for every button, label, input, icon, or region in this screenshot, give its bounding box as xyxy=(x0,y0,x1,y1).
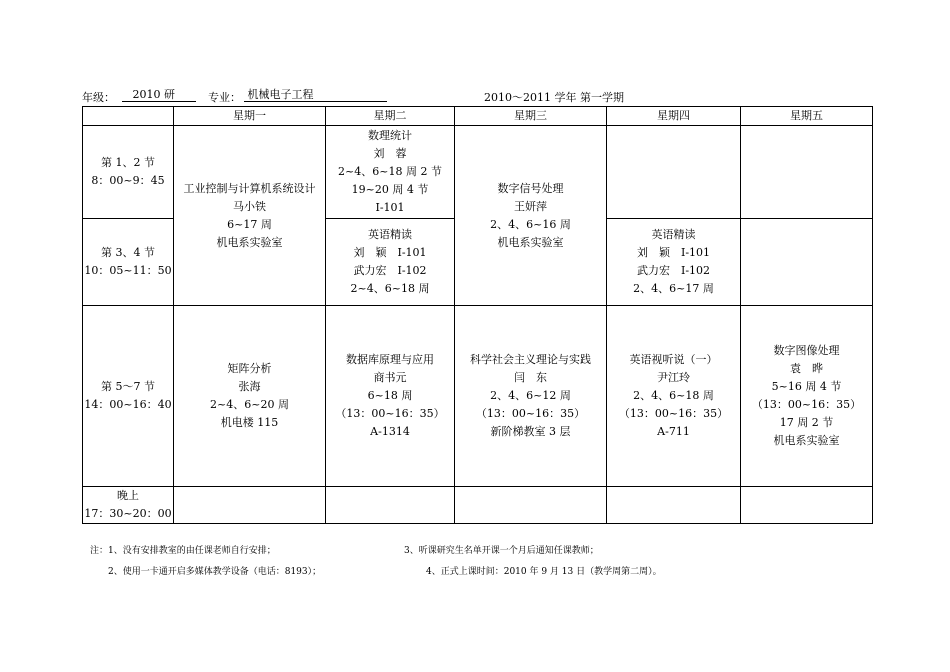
course-fri-afternoon: 数字图像处理 袁 晔 5~16 周 4 节 （13：00~16：35） 17 周 2 节 机电系实验室 xyxy=(741,306,873,487)
period-label-evening: 晚上 17：30~20：00 xyxy=(83,487,174,524)
schedule-header xyxy=(82,89,872,107)
course-tue-1-2: 数理统计 刘 蓉 2~4、6~18 周 2 节 19~20 周 4 节 Ⅰ-101 xyxy=(326,126,455,219)
day-header-wed: 星期三 xyxy=(455,107,607,126)
day-header-row xyxy=(83,107,873,126)
term: 第一学期 xyxy=(580,91,624,104)
period-row-5-7 xyxy=(83,306,873,487)
schedule-table xyxy=(82,106,873,524)
course-tue-afternoon: 数据库原理与应用 商书元 6~18 周 （13：00~16：35） A-1314 xyxy=(326,306,455,487)
empty-fri-1-2 xyxy=(741,126,873,219)
day-header-mon: 星期一 xyxy=(174,107,326,126)
empty-wed-evening xyxy=(455,487,607,524)
academic-year: 2010～2011 学年 xyxy=(484,91,577,104)
empty-thu-evening xyxy=(607,487,741,524)
course-thu-afternoon: 英语视听说（一） 尹江玲 2、4、6~18 周 （13：00~16：35） A-711 xyxy=(607,306,741,487)
empty-thu-1-2 xyxy=(607,126,741,219)
empty-mon-evening xyxy=(174,487,326,524)
period-label-3-4: 第 3、4 节 10：05~11：50 xyxy=(83,219,174,306)
course-wed-morning: 数字信号处理 王妍萍 2、4、6~16 周 机电系实验室 xyxy=(455,126,607,306)
course-wed-afternoon: 科学社会主义理论与实践 闫 东 2、4、6~12 周 （13：00~16：35） 新阶梯教室 3 层 xyxy=(455,306,607,487)
empty-fri-3-4 xyxy=(741,219,873,306)
note-3: 3、听课研究生名单开课一个月后通知任课教师； xyxy=(404,546,599,556)
course-thu-3-4: 英语精读 刘 颖 Ⅰ-101 武力宏 Ⅰ-102 2、4、6~17 周 xyxy=(607,219,741,306)
empty-fri-evening xyxy=(741,487,873,524)
note-2: 2、使用一卡通开启多媒体教学设备（电话：8193）； xyxy=(108,567,322,577)
note-4: 4、正式上课时间：2010 年 9 月 13 日（教学周第二周）。 xyxy=(426,567,662,577)
course-mon-morning: 工业控制与计算机系统设计 马小铁 6~17 周 机电系实验室 xyxy=(174,126,326,306)
day-header-thu: 星期四 xyxy=(607,107,741,126)
empty-tue-evening xyxy=(326,487,455,524)
period-label-5-7: 第 5～7 节 14：00~16：40 xyxy=(83,306,174,487)
period-row-evening xyxy=(83,487,873,524)
period-row-1-2 xyxy=(83,126,873,219)
major-label: 专业： xyxy=(208,91,241,104)
day-header-fri: 星期五 xyxy=(741,107,873,126)
note-1: 注：1、没有安排教室的由任课老师自行安排； xyxy=(90,546,276,556)
corner-cell xyxy=(83,107,174,126)
grade-value: 2010 研 xyxy=(122,89,196,102)
course-mon-afternoon: 矩阵分析 张海 2~4、6~20 周 机电楼 115 xyxy=(174,306,326,487)
day-header-tue: 星期二 xyxy=(326,107,455,126)
course-tue-3-4: 英语精读 刘 颖 Ⅰ-101 武力宏 Ⅰ-102 2~4、6~18 周 xyxy=(326,219,455,306)
period-label-1-2: 第 1、2 节 8：00~9：45 xyxy=(83,126,174,219)
major-value: 机械电子工程 xyxy=(244,89,387,102)
grade-label: 年级： xyxy=(82,91,115,104)
